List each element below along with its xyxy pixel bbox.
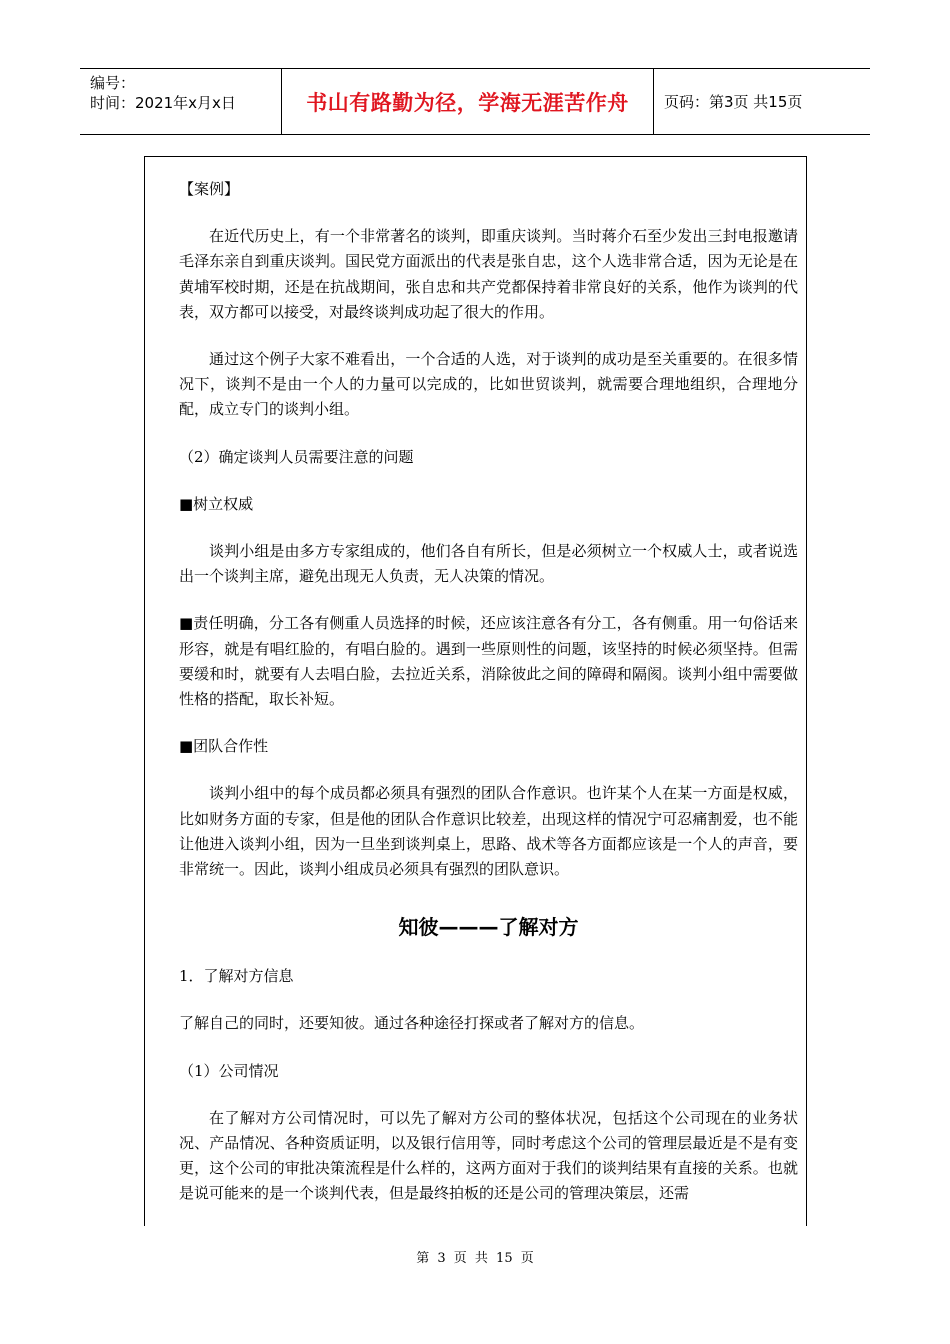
motto-text: 书山有路勤为径，学海无涯苦作舟 [306,90,629,115]
subheading-2: （2）确定谈判人员需要注意的问题 [179,447,414,466]
header-meta-cell [80,69,282,134]
paragraph-5: 谈判小组中的每个成员都必须具有强烈的团队合作意识。也许某个人在某一方面是权威，比如财务方面的专家，但是他的团队合作意识比较差，出现这样的情况宁可忍痛割爱，也不能让他进入谈判小组，因为一旦坐到谈判桌上，思路、战术等各方面都应该是一个人的声音，要非常统一。因此，谈判小组成员必须具有强烈的团队意识。 [179,784,798,879]
item-1: 1．了解对方信息 [179,967,294,986]
paragraph-6: 了解自己的同时，还要知彼。通过各种途径打探或者了解对方的信息。 [179,1014,645,1033]
case-heading: 【案例】 [179,180,240,198]
page-number-cell [654,69,870,134]
paragraph-4: ■责任明确，分工各有侧重人员选择的时候，还应该注意各有分工，各有侧重。用一句俗话来形容，就是有唱红脸的，有唱白脸的。遇到一些原则性的问题，该坚持的时候必须坚持。但需要缓和时，就要有人去唱白脸，去拉近关系，消除彼此之间的障碍和隔阂。谈判小组中需要做性格的搭配，取长补短。 [179,614,798,709]
bullet-teamwork: ■团队合作性 [179,737,269,756]
document-body [144,156,807,1226]
date-label: 时间：2021年x月x日 [90,94,236,112]
motto-cell [282,69,654,134]
page-label: 页码：第3页 共15页 [664,93,803,111]
serial-label: 编号： [90,74,136,92]
header-table [80,68,870,135]
case-paragraph: 在近代历史上，有一个非常著名的谈判，即重庆谈判。当时蒋介石至少发出三封电报邀请毛泽东亲自到重庆谈判。国民党方面派出的代表是张自忠，这个人选非常合适，因为无论是在黄埔军校时期，还是在抗战期间，张自忠和共产党都保持着非常良好的关系，他作为谈判的代表，双方都可以接受，对最终谈判成功起了很大的作用。 [179,227,798,321]
subheading-company: （1）公司情况 [179,1061,279,1080]
section-title: 知彼———了解对方 [398,915,579,940]
page-footer: 第 3 页 共 15 页 [416,1251,534,1266]
paragraph-7: 在了解对方公司情况时，可以先了解对方公司的整体状况，包括这个公司现在的业务状况、产品情况、各种资质证明，以及银行信用等，同时考虑这个公司的管理层最近是不是有变更，这个公司的审批决策流程是什么样的，这两方面对于我们的谈判结果有直接的关系。也就是说可能来的是一个谈判代表，但是最终拍板的还是公司的管理决策层，还需 [179,1108,798,1203]
paragraph-3: 谈判小组是由多方专家组成的，他们各自有所长，但是必须树立一个权威人士，或者说选出一个谈判主席，避免出现无人负责，无人决策的情况。 [179,542,798,586]
bullet-authority: ■树立权威 [179,494,254,513]
paragraph-2: 通过这个例子大家不难看出，一个合适的人选，对于谈判的成功是至关重要的。在很多情况下，谈判不是由一个人的力量可以完成的，比如世贸谈判，就需要合理地组织，合理地分配，成立专门的谈判小组。 [179,350,798,419]
